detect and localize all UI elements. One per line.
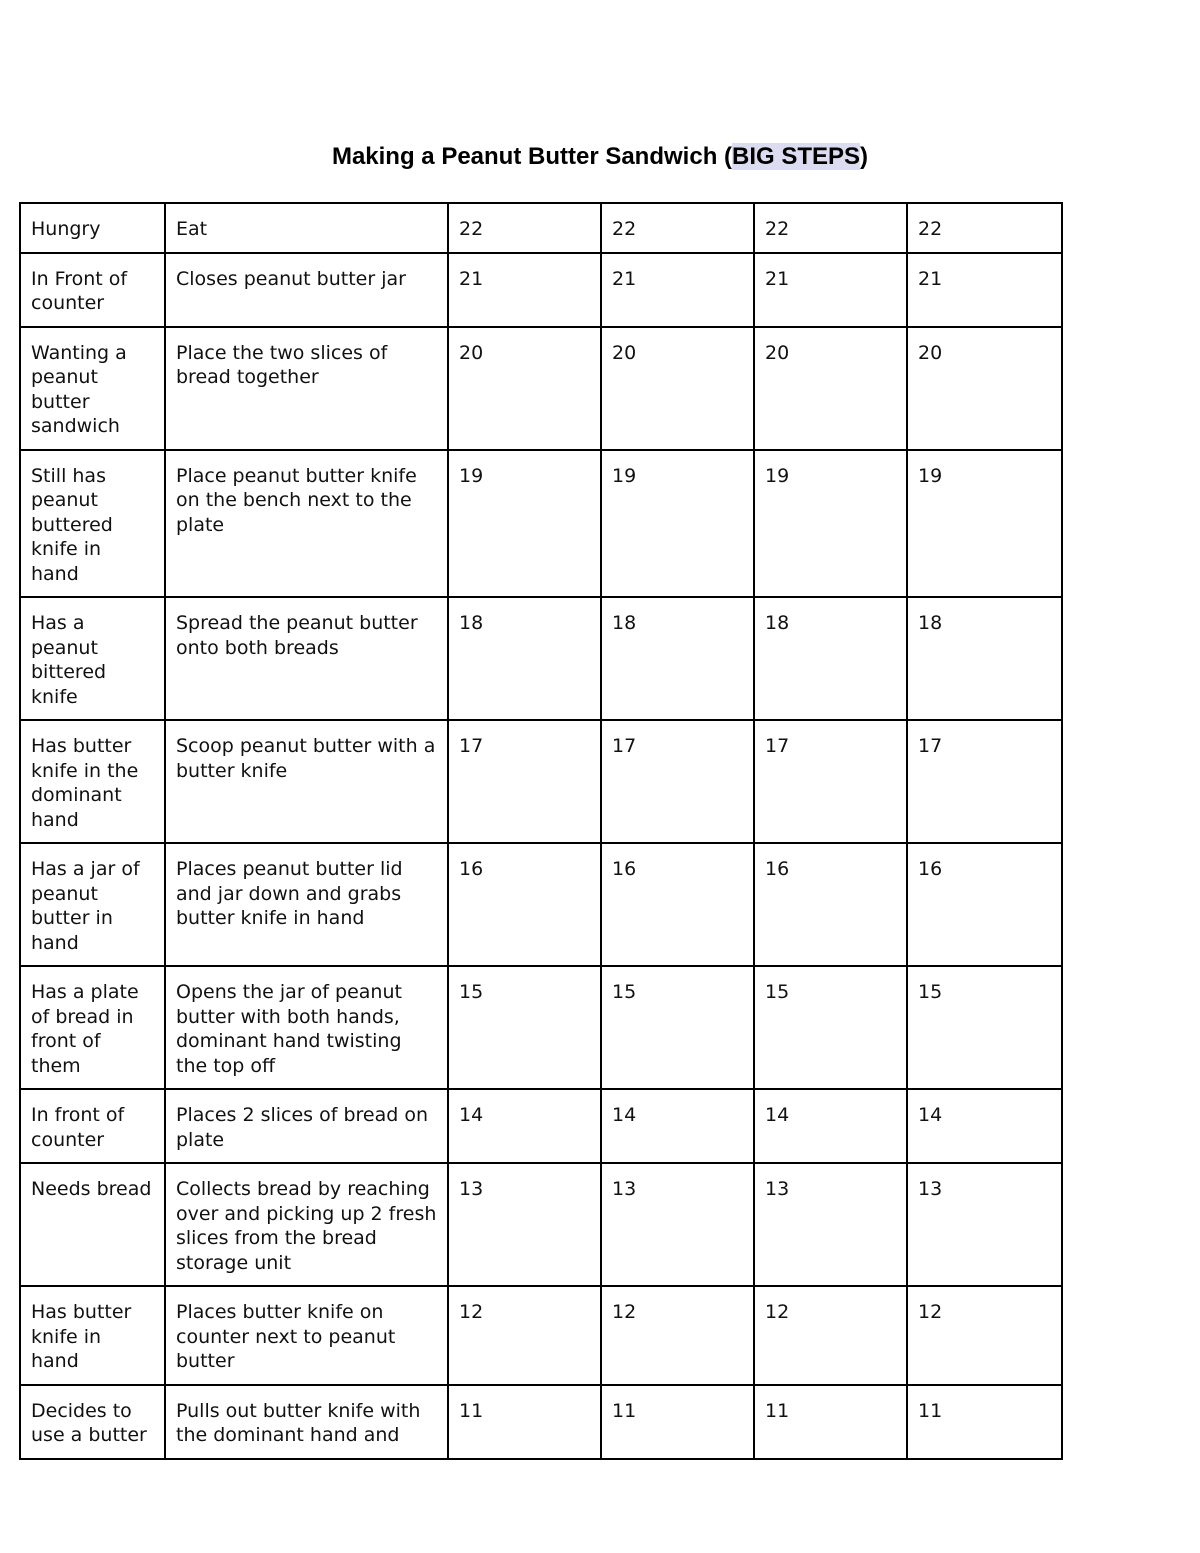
state-cell: Decides to use a butter: [20, 1385, 165, 1459]
state-cell: Has a peanut bittered knife: [20, 597, 165, 720]
table-row: [20, 720, 1062, 843]
title-prefix: Making a Peanut Butter Sandwich (: [331, 143, 733, 170]
step-number-cell: 13: [754, 1163, 907, 1286]
step-number-cell: 16: [754, 843, 907, 966]
step-number-cell: 21: [907, 253, 1062, 327]
step-number-cell: 13: [448, 1163, 601, 1286]
step-number-cell: 11: [907, 1385, 1062, 1459]
step-number-cell: 21: [754, 253, 907, 327]
step-number-cell: 20: [754, 327, 907, 450]
step-number-cell: 14: [907, 1089, 1062, 1163]
step-number-cell: 12: [601, 1286, 754, 1385]
step-number-cell: 21: [448, 253, 601, 327]
action-cell: Closes peanut butter jar: [165, 253, 448, 327]
step-number-cell: 22: [601, 203, 754, 253]
title-suffix: ): [860, 143, 869, 170]
step-number-cell: 22: [448, 203, 601, 253]
step-number-cell: 19: [907, 450, 1062, 598]
step-number-cell: 19: [601, 450, 754, 598]
step-number-cell: 21: [601, 253, 754, 327]
step-number-cell: 17: [448, 720, 601, 843]
table-row: [20, 203, 1062, 253]
state-cell: In front of counter: [20, 1089, 165, 1163]
title-highlight: BIG STEPS: [732, 143, 861, 170]
step-number-cell: 17: [907, 720, 1062, 843]
step-number-cell: 15: [907, 966, 1062, 1089]
step-number-cell: 11: [754, 1385, 907, 1459]
step-number-cell: 18: [754, 597, 907, 720]
step-number-cell: 17: [601, 720, 754, 843]
step-number-cell: 22: [907, 203, 1062, 253]
state-cell: Needs bread: [20, 1163, 165, 1286]
table-row: [20, 966, 1062, 1089]
action-cell: Place peanut butter knife on the bench next to the plate: [165, 450, 448, 598]
table-row: [20, 327, 1062, 450]
state-cell: Has a jar of peanut butter in hand: [20, 843, 165, 966]
state-cell: Still has peanut buttered knife in hand: [20, 450, 165, 598]
table-row: [20, 843, 1062, 966]
step-number-cell: 15: [601, 966, 754, 1089]
action-cell: Spread the peanut butter onto both breads: [165, 597, 448, 720]
step-number-cell: 18: [907, 597, 1062, 720]
state-cell: Has butter knife in hand: [20, 1286, 165, 1385]
action-cell: Places butter knife on counter next to peanut butter: [165, 1286, 448, 1385]
action-cell: Places peanut butter lid and jar down and grabs butter knife in hand: [165, 843, 448, 966]
step-number-cell: 12: [907, 1286, 1062, 1385]
step-number-cell: 22: [754, 203, 907, 253]
action-cell: Opens the jar of peanut butter with both hands, dominant hand twisting the top off: [165, 966, 448, 1089]
step-number-cell: 18: [448, 597, 601, 720]
step-number-cell: 20: [907, 327, 1062, 450]
table-row: [20, 253, 1062, 327]
steps-table: [19, 202, 1063, 1460]
action-cell: Pulls out butter knife with the dominant hand and: [165, 1385, 448, 1459]
step-number-cell: 14: [601, 1089, 754, 1163]
step-number-cell: 12: [448, 1286, 601, 1385]
step-number-cell: 11: [601, 1385, 754, 1459]
step-number-cell: 16: [601, 843, 754, 966]
action-cell: Collects bread by reaching over and picking up 2 fresh slices from the bread storage unit: [165, 1163, 448, 1286]
action-cell: Places 2 slices of bread on plate: [165, 1089, 448, 1163]
table-row: [20, 1089, 1062, 1163]
table-row: [20, 1286, 1062, 1385]
step-number-cell: 14: [754, 1089, 907, 1163]
document-title: [0, 140, 1200, 174]
table-row: [20, 1385, 1062, 1459]
step-number-cell: 15: [754, 966, 907, 1089]
state-cell: Wanting a peanut butter sandwich: [20, 327, 165, 450]
table-row: [20, 597, 1062, 720]
step-number-cell: 15: [448, 966, 601, 1089]
step-number-cell: 20: [448, 327, 601, 450]
step-number-cell: 18: [601, 597, 754, 720]
step-number-cell: 11: [448, 1385, 601, 1459]
step-number-cell: 19: [448, 450, 601, 598]
step-number-cell: 16: [907, 843, 1062, 966]
action-cell: Eat: [165, 203, 448, 253]
action-cell: Place the two slices of bread together: [165, 327, 448, 450]
step-number-cell: 16: [448, 843, 601, 966]
step-number-cell: 14: [448, 1089, 601, 1163]
state-cell: In Front of counter: [20, 253, 165, 327]
state-cell: Has butter knife in the dominant hand: [20, 720, 165, 843]
step-number-cell: 13: [907, 1163, 1062, 1286]
step-number-cell: 12: [754, 1286, 907, 1385]
step-number-cell: 20: [601, 327, 754, 450]
state-cell: Hungry: [20, 203, 165, 253]
action-cell: Scoop peanut butter with a butter knife: [165, 720, 448, 843]
step-number-cell: 13: [601, 1163, 754, 1286]
step-number-cell: 19: [754, 450, 907, 598]
step-number-cell: 17: [754, 720, 907, 843]
table-row: [20, 1163, 1062, 1286]
table-row: [20, 450, 1062, 598]
state-cell: Has a plate of bread in front of them: [20, 966, 165, 1089]
